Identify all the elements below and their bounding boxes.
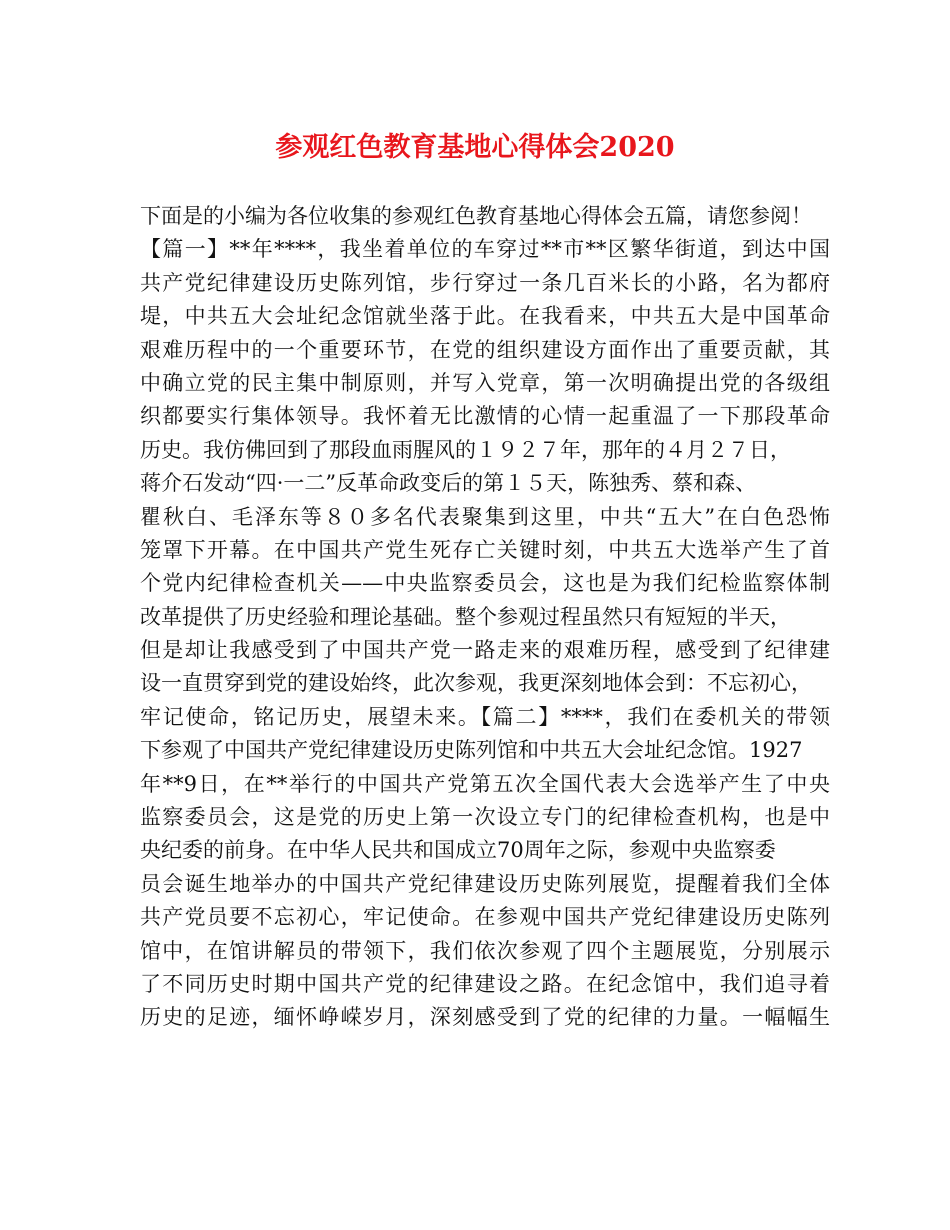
- body-line: 设一直贯穿到党的建设始终，此次参观，我更深刻地体会到：不忘初心，: [140, 671, 812, 696]
- body-line: 历史的足迹，缅怀峥嵘岁月，深刻感受到了党的纪律的力量。一幅幅生: [140, 1005, 830, 1030]
- body-line: 个党内纪律检查机关——中央监察委员会，这也是为我们纪检监察体制: [140, 571, 830, 596]
- body-line: 下参观了中国共产党纪律建设历史陈列馆和中共五大会址纪念馆。1927: [140, 738, 803, 763]
- body-line: 堤，中共五大会址纪念馆就坐落于此。在我看来，中共五大是中国革命: [140, 304, 830, 329]
- body-line: 监察委员会，这是党的历史上第一次设立专门的纪律检查机构，也是中: [140, 805, 830, 830]
- body-line: 央纪委的前身。在中华人民共和国成立70周年之际，参观中央监察委: [140, 838, 776, 863]
- body-line: 瞿秋白、毛泽东等８０多名代表聚集到这里，中共“五大”在白色恐怖: [140, 504, 830, 529]
- body-line: 共产党纪律建设历史陈列馆，步行穿过一条几百米长的小路，名为都府: [140, 270, 830, 295]
- body-line: 笼罩下开幕。在中国共产党生死存亡关键时刻，中共五大选举产生了首: [140, 537, 830, 562]
- body-line: 馆中，在馆讲解员的带领下，我们依次参观了四个主题展览，分别展示: [140, 938, 830, 963]
- body-line: 织都要实行集体领导。我怀着无比激情的心情一起重温了一下那段革命: [140, 404, 830, 429]
- body-line: 改革提供了历史经验和理论基础。整个参观过程虽然只有短短的半天，: [140, 604, 791, 629]
- body-line: 了不同历史时期中国共产党的纪律建设之路。在纪念馆中，我们追寻着: [140, 971, 830, 996]
- body-line: 历史。我仿佛回到了那段血雨腥风的１９２７年，那年的４月２７日，: [140, 437, 791, 462]
- body-line: 【篇一】**年****，我坐着单位的车穿过**市**区繁华街道，到达中国: [140, 237, 830, 262]
- body-line: 年**9日，在**举行的中国共产党第五次全国代表大会选举产生了中央: [140, 771, 830, 796]
- document-title: 参观红色教育基地心得体会2020: [275, 132, 675, 163]
- body-line: 中确立党的民主集中制原则，并写入党章，第一次明确提出党的各级组: [140, 370, 830, 395]
- body-line: 艰难历程中的一个重要环节，在党的组织建设方面作出了重要贡献，其: [140, 337, 830, 362]
- body-line: 共产党员要不忘初心，牢记使命。在参观中国共产党纪律建设历史陈列: [140, 905, 830, 930]
- body-line: 下面是的小编为各位收集的参观红色教育基地心得体会五篇，请您参阅！: [140, 204, 812, 228]
- body-line: 但是却让我感受到了中国共产党一路走来的艰难历程，感受到了纪律建: [140, 638, 830, 663]
- document-body: [140, 200, 830, 1035]
- body-line: 员会诞生地举办的中国共产党纪律建设历史陈列展览，提醒着我们全体: [140, 871, 830, 896]
- body-line: 蒋介石发动“四·一二”反革命政变后的第１５天，陈独秀、蔡和森、: [140, 471, 757, 496]
- body-line: 牢记使命，铭记历史，展望未来。【篇二】****，我们在委机关的带领: [140, 704, 830, 729]
